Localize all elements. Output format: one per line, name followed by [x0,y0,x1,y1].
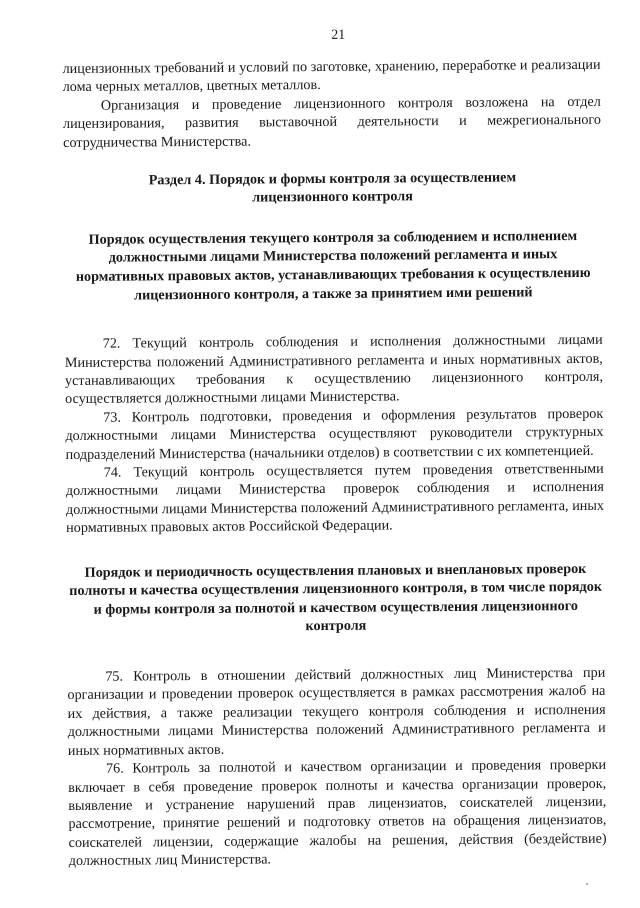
paragraph-72: 72. Текущий контроль соблюдения и исполнения должностными лицами Министерства положений Административного регламента и иных нормативных актов, устанавливающих требования к осуществлению лицензионного контроля, осуществляется должностными лицами Министерства. [64,332,604,408]
intro-paragraph-continued: лицензионных требований и условий по заготовке, хранению, переработке и реализации лома черных металлов, цветных металлов. [62,56,601,96]
subsection-1-title: Порядок осуществления текущего контроля за соблюдением и исполнением должностными лицами Министерства положений регламента и иных нормативных правовых актов, устанавливающих требования к осуществлению лицензионного контроля, а также за принятием ими решений [75,227,591,304]
page-number: 21 [331,27,346,43]
paragraph-75: 75. Контроль в отношении действий должностных лиц Министерства при организации и проведении проверок осуществляется в рамках рассмотрения жалоб на их действия, а также реализации текущего контроля соблюдения и исполнения должностными лицами Министерства положений Административного регламента и иных нормативных актов. [67,664,606,759]
intro-paragraph-organization: Организация и проведение лицензионного контроля возложена на отдел лицензирования, развития выставочной деятельности и межрегионального сотрудничества Министерства. [62,93,602,151]
paragraph-73: 73. Контроль подготовки, проведения и оформления результатов проверок должностными лицами Министерства осуществляют руководители структурных подразделений Министерства (начальники отделов) в соответствии с их компетенцией. [65,405,604,463]
paragraph-74: 74. Текущий контроль осуществляется путем проведения ответственными должностными лицами Министерства проверок соблюдения и исполнения должностными лицами Министерства положений Административного регламента, иных нормативных правовых актов Российской Федерации. [65,460,605,537]
paragraph-76: 76. Контроль за полнотой и качеством организации и проведения проверки включает в себя проведение проверок полноты и качества организации проверок, выявление и устранение нарушений прав лицензиатов, соискателей лицензии, рассмотрение, принятие решений и подготовку ответов на обращения лицензиатов, соискателей лицензии, содержащие жалобы на решения, действия (бездействие) должностных лиц Министерства. [68,756,607,870]
section-title: Раздел 4. Порядок и формы контроля за осуществлением лицензионного контроля [148,169,517,206]
subsection-2-title: Порядок и периодичность осуществления плановых и внеплановых проверок полноты и качества осуществления лицензионного контроля, в том числе порядок и формы контроля за полнотой и качеством осуществления лицензионного контроля [69,560,603,635]
scan-speck [586,883,588,885]
